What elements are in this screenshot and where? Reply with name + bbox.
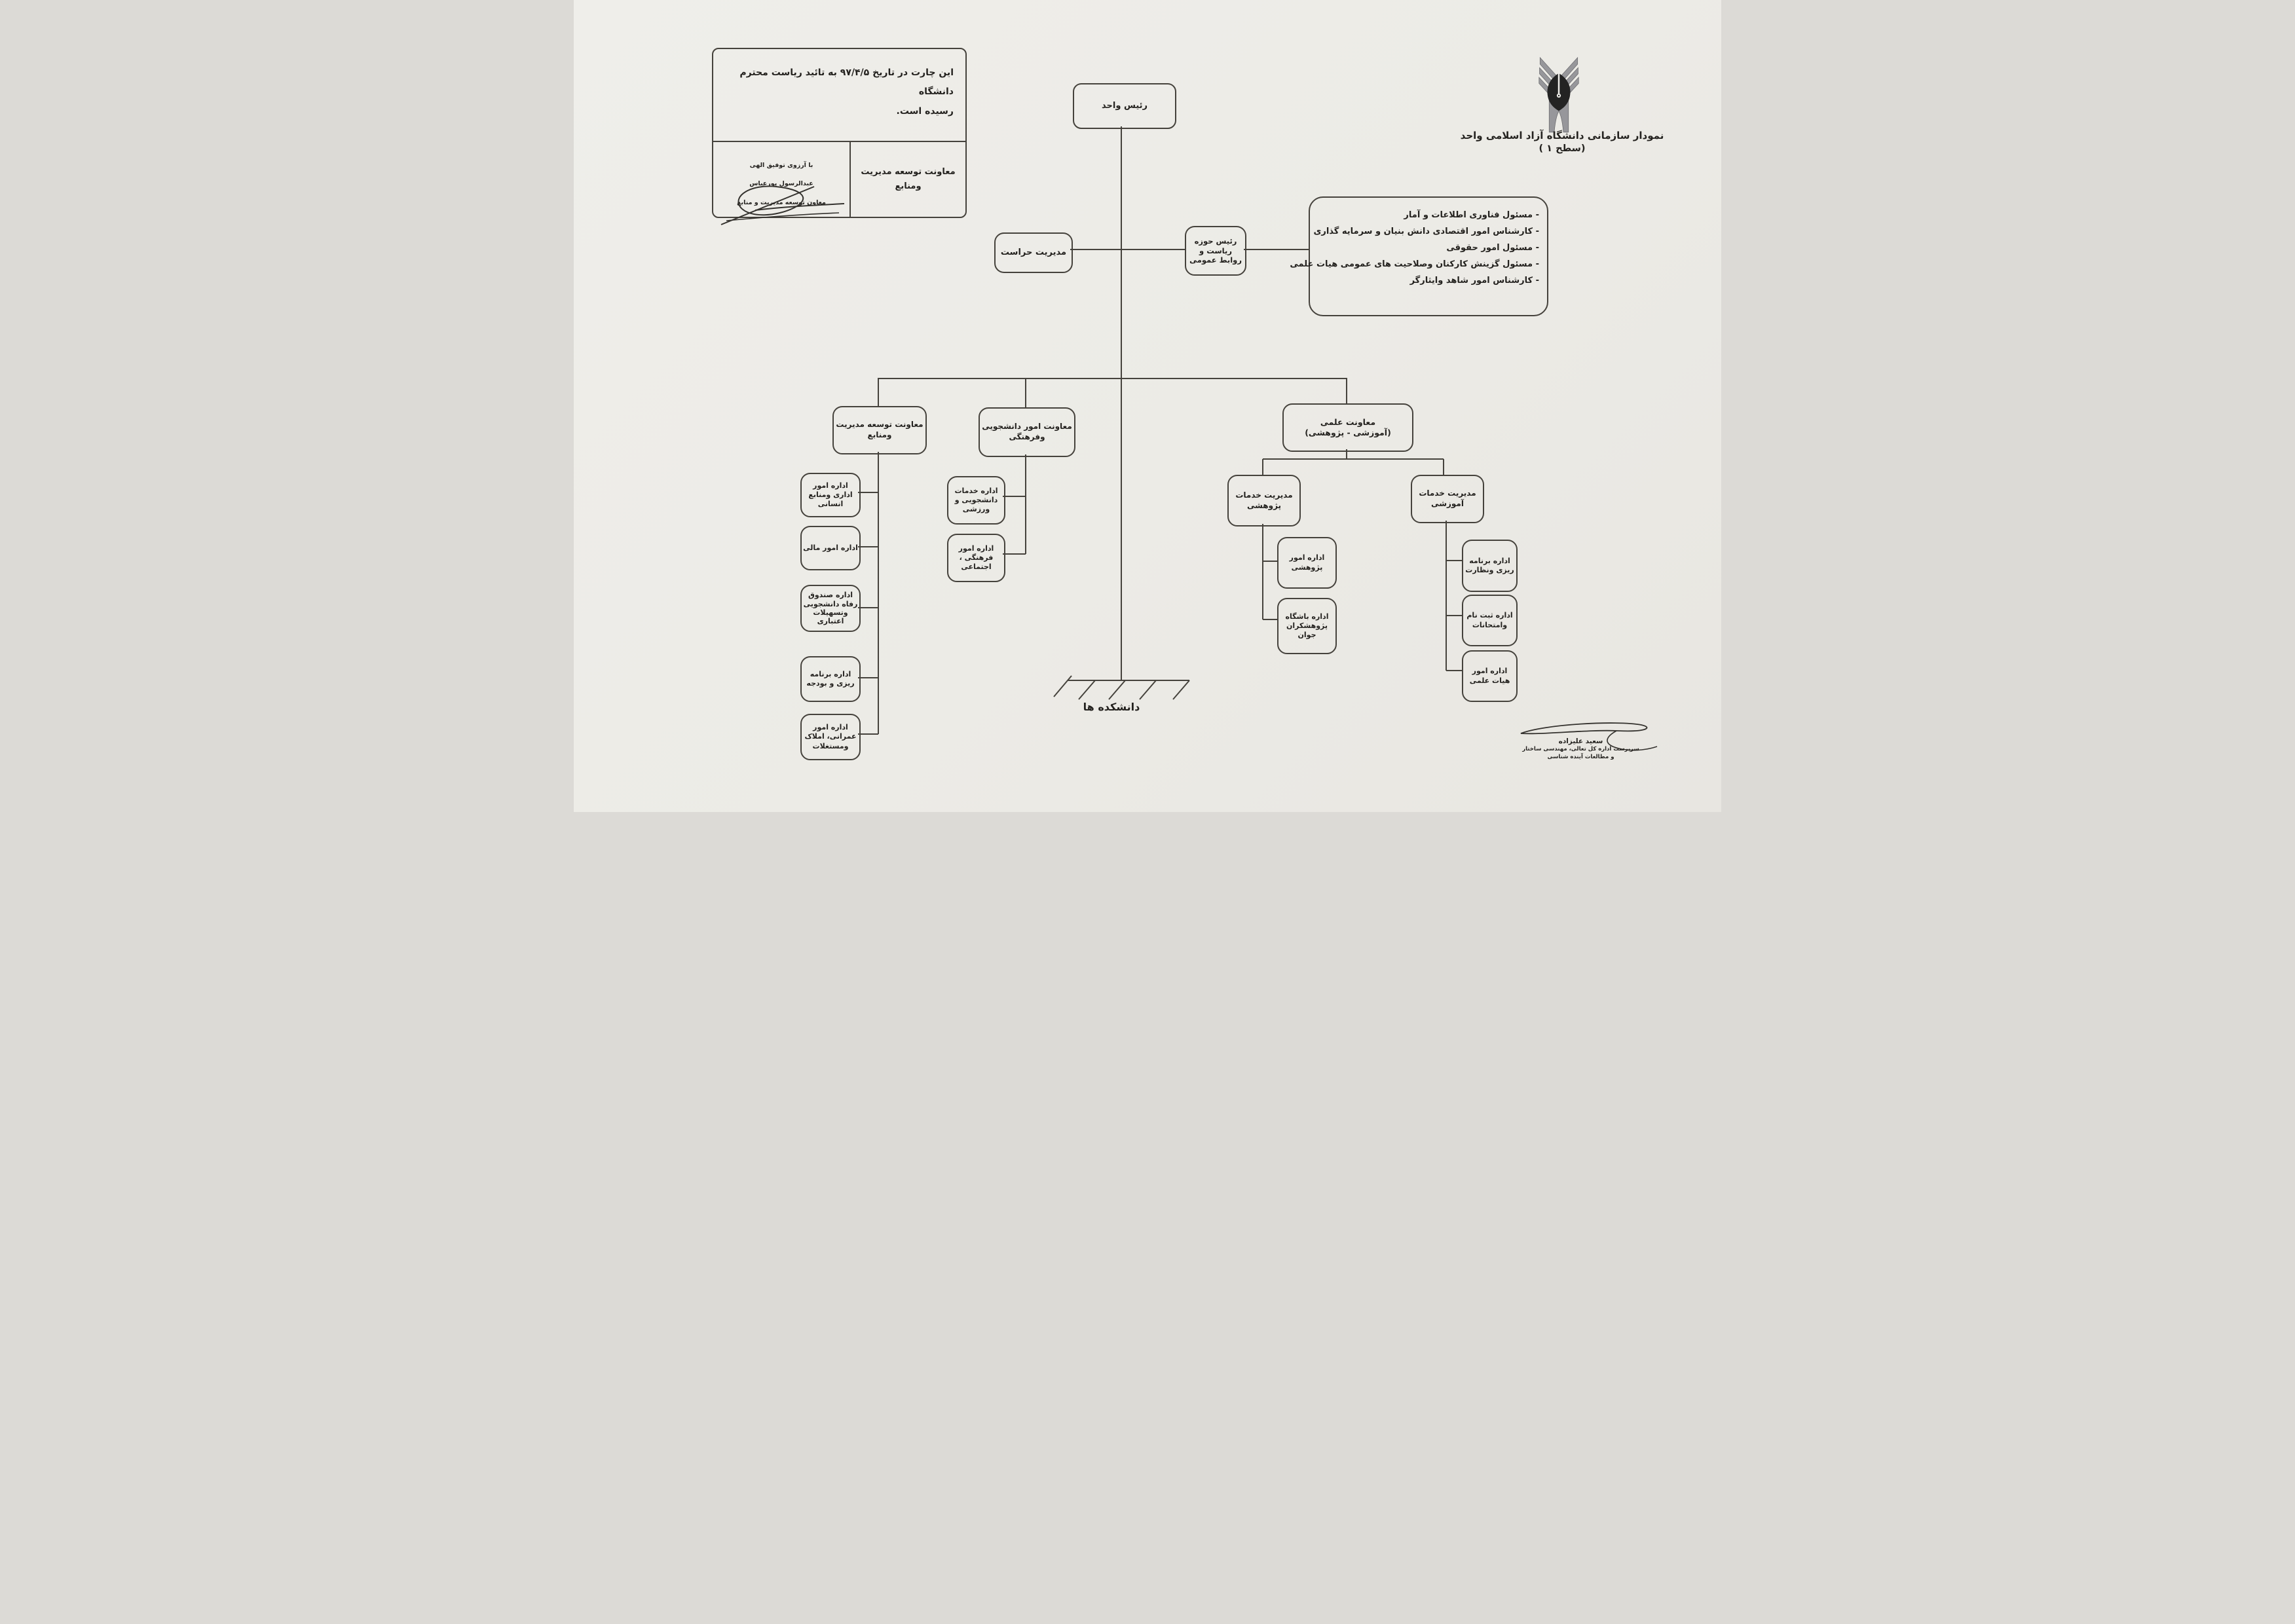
staff-item: - کارشناس امور اقتصادی دانش بنیان و سرمایه گذاری — [1313, 227, 1539, 236]
node-office-cultural-social: اداره امور فرهنگی ، اجتماعی — [947, 534, 1005, 582]
node-office-registration-exams: اداره ثبت نام وامتحانات — [1462, 595, 1518, 646]
signer-name: عبدالرسول پورعباس — [749, 180, 813, 187]
node-presidency-office: رئیس حوزه ریاست و روابط عمومی — [1185, 226, 1246, 276]
azad-university-logo-icon — [1531, 55, 1586, 136]
node-office-young-researchers-club: اداره باشگاه پژوهشکران جوان — [1277, 598, 1337, 654]
node-office-construction-estates: اداره امور عمرانی، املاک ومستغلات — [800, 714, 861, 760]
approval-note-text: این چارت در تاریخ ۹۷/۴/۵ به تائید ریاست محترم دانشگاه رسیده است. — [713, 49, 965, 142]
page-title-line2: (سطح ۱ ) — [1539, 143, 1586, 154]
staff-positions-box — [1290, 196, 1548, 316]
ground-symbol — [1054, 676, 1189, 699]
node-deputy-student: معاونت امور دانشجویی وفرهنگی — [979, 407, 1075, 457]
node-office-faculty-affairs: اداره امور هیات علمی — [1462, 650, 1518, 702]
node-office-student-sports: اداره خدمات دانشجویی و ورزشی — [947, 476, 1005, 525]
node-research-services-mgmt: مدیریت خدمات پژوهشی — [1227, 475, 1301, 526]
approval-note-box — [712, 48, 967, 218]
node-deputy-development: معاونت توسعه مدیریت ومنابع — [832, 406, 927, 454]
signer-blessing: با آرزوی توفیق الهی — [749, 161, 813, 169]
node-unit-head: رئیس واحد — [1073, 83, 1176, 129]
page-title-line1: نمودار سازمانی دانشگاه آزاد اسلامی واحد — [1460, 130, 1664, 141]
org-chart-page — [574, 0, 1721, 812]
node-office-admin-hr: اداره امور اداری ومنابع انسانی — [800, 473, 861, 517]
node-security-mgmt: مدیریت حراست — [994, 232, 1073, 273]
approver-name: سعید علیزاده — [1558, 737, 1603, 745]
signature-scribble — [716, 176, 847, 229]
staff-item: - کارشناس امور شاهد وایثارگر — [1409, 276, 1539, 286]
approver-titles: سرپرست اداره کل تعالی، مهندسی ساختار و مطالعات آینده شناسی — [1522, 746, 1639, 761]
approval-department: معاونت توسعه مدیریت ومنابع — [861, 167, 956, 192]
signer-title: معاون توسعه مدیریت و منابع — [737, 198, 826, 206]
faculties-label: دانشکده ها — [1083, 701, 1140, 713]
node-office-program-supervision: اداره برنامه ریزی ونظارت — [1462, 540, 1518, 592]
node-office-finance: اداره امور مالی — [800, 526, 861, 570]
approver-signature-block — [1507, 737, 1654, 762]
node-deputy-science: معاونت علمی (آموزشی - پژوهشی) — [1282, 403, 1413, 452]
node-office-welfare-fund: اداره صندوق رفاه دانشجویی وتسهیلات اعتباری — [800, 585, 861, 632]
staff-item: - مسئول امور حقوقی — [1446, 243, 1539, 253]
approval-signature-cell — [713, 142, 851, 217]
node-office-research-affairs: اداره امور پژوهشی — [1277, 537, 1337, 589]
page-title — [1437, 130, 1687, 154]
staff-item: - مسئول گزینش کارکنان وصلاحیت های عمومی هیات علمی — [1290, 259, 1539, 269]
node-education-services-mgmt: مدیریت خدمات آموزشی — [1411, 475, 1484, 523]
staff-item: - مسئول فناوری اطلاعات و آمار — [1404, 210, 1539, 220]
node-office-planning-budget: اداره برنامه ریزی و بودجه — [800, 656, 861, 702]
